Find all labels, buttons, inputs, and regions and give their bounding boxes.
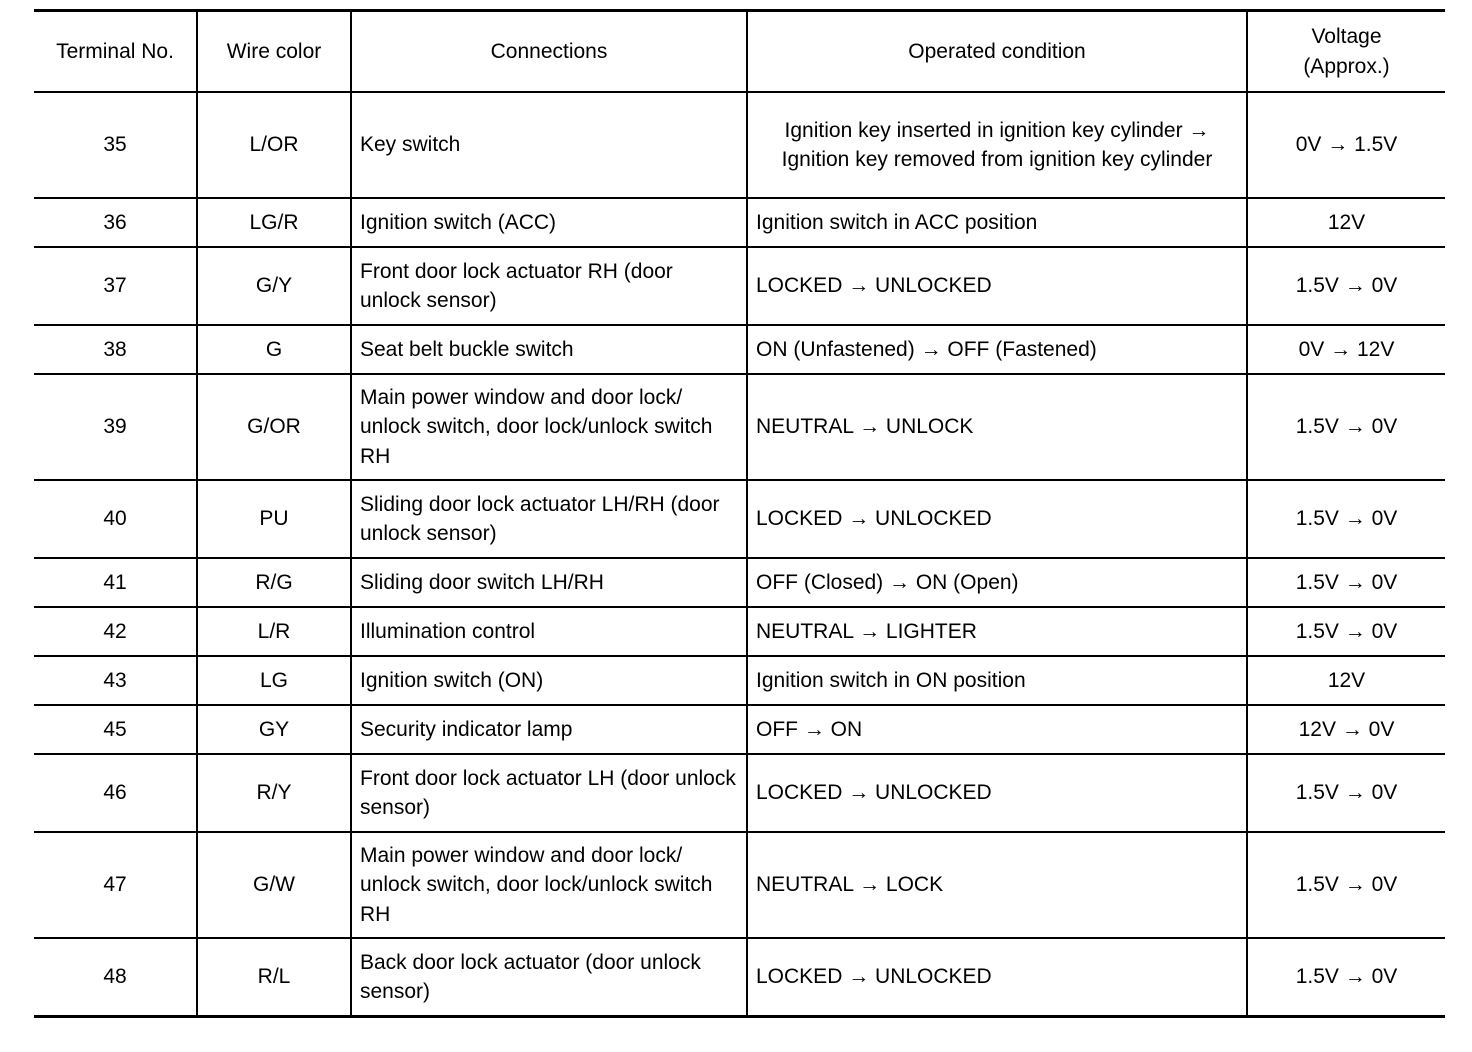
condition-cell: ON (Unfastened) → OFF (Fastened) xyxy=(747,325,1247,374)
wire-color-cell: G/Y xyxy=(197,247,351,325)
condition-cell: LOCKED → UNLOCKED xyxy=(747,754,1247,832)
header-wire-color: Wire color xyxy=(197,11,351,93)
table-row xyxy=(34,325,1445,374)
table-row xyxy=(34,754,1445,832)
voltage-cell: 1.5V → 0V xyxy=(1247,754,1445,832)
terminal-cell: 42 xyxy=(103,619,127,643)
connection-cell: Main power window and door lock/ unlock switch, door lock/unlock switch RH xyxy=(351,832,747,938)
condition-cell: Ignition switch in ON position xyxy=(747,656,1247,705)
header-voltage xyxy=(1247,11,1445,93)
terminal-cell: 36 xyxy=(103,210,127,234)
voltage-cell: 12V xyxy=(1247,198,1445,247)
voltage-cell: 12V xyxy=(1247,656,1445,705)
condition-cell: LOCKED → UNLOCKED xyxy=(747,938,1247,1017)
voltage-cell: 1.5V → 0V xyxy=(1247,374,1445,480)
connection-cell: Key switch xyxy=(351,92,747,198)
wire-color-cell: R/L xyxy=(197,938,351,1017)
condition-cell: OFF → ON xyxy=(747,705,1247,754)
voltage-cell: 0V → 12V xyxy=(1247,325,1445,374)
wire-color-cell: G xyxy=(197,325,351,374)
connection-cell: Front door lock actuator RH (door unlock sensor) xyxy=(351,247,747,325)
wire-color-cell: L/OR xyxy=(197,92,351,198)
terminal-cell: 46 xyxy=(103,781,127,805)
connection-cell: Illumination control xyxy=(351,607,747,656)
connection-cell: Ignition switch (ACC) xyxy=(351,198,747,247)
voltage-cell: 12V → 0V xyxy=(1247,705,1445,754)
condition-cell: Ignition key inserted in ignition key cylinder → Ignition key removed from ignition key cylinder xyxy=(747,92,1247,198)
table-row xyxy=(34,247,1445,325)
condition-cell: OFF (Closed) → ON (Open) xyxy=(747,558,1247,607)
table-row xyxy=(34,938,1445,1017)
table-row xyxy=(34,656,1445,705)
table-header-row xyxy=(34,11,1445,93)
condition-cell: NEUTRAL → LIGHTER xyxy=(747,607,1247,656)
terminal-cell: 39 xyxy=(103,415,127,439)
terminal-cell: 38 xyxy=(103,337,127,361)
table-row xyxy=(34,374,1445,480)
table-row xyxy=(34,607,1445,656)
wire-color-cell: L/R xyxy=(197,607,351,656)
terminal-cell: 37 xyxy=(103,274,127,298)
condition-cell: NEUTRAL → LOCK xyxy=(747,832,1247,938)
condition-cell: LOCKED → UNLOCKED xyxy=(747,247,1247,325)
wire-color-cell: G/W xyxy=(197,832,351,938)
voltage-cell: 1.5V → 0V xyxy=(1247,832,1445,938)
wire-color-cell: PU xyxy=(197,480,351,558)
table-row xyxy=(34,92,1445,198)
connection-cell: Sliding door lock actuator LH/RH (door unlock sensor) xyxy=(351,480,747,558)
terminal-cell: 47 xyxy=(103,873,127,897)
table-row xyxy=(34,832,1445,938)
table-row xyxy=(34,558,1445,607)
voltage-cell: 1.5V → 0V xyxy=(1247,558,1445,607)
connection-cell: Back door lock actuator (door unlock sensor) xyxy=(351,938,747,1017)
terminal-cell: 35 xyxy=(103,133,127,157)
voltage-cell: 1.5V → 0V xyxy=(1247,247,1445,325)
terminal-cell: 45 xyxy=(103,717,127,741)
connection-cell: Main power window and door lock/ unlock switch, door lock/unlock switch RH xyxy=(351,374,747,480)
terminal-cell: 41 xyxy=(103,570,127,594)
voltage-cell: 1.5V → 0V xyxy=(1247,480,1445,558)
condition-cell: NEUTRAL → UNLOCK xyxy=(747,374,1247,480)
table-row xyxy=(34,198,1445,247)
table-row xyxy=(34,705,1445,754)
connection-cell: Seat belt buckle switch xyxy=(351,325,747,374)
condition-cell: LOCKED → UNLOCKED xyxy=(747,480,1247,558)
terminal-cell: 48 xyxy=(103,965,127,989)
wire-color-cell: GY xyxy=(197,705,351,754)
wire-color-cell: G/OR xyxy=(197,374,351,480)
connection-cell: Ignition switch (ON) xyxy=(351,656,747,705)
voltage-cell: 0V → 1.5V xyxy=(1247,92,1445,198)
connection-cell: Sliding door switch LH/RH xyxy=(351,558,747,607)
wire-color-cell: R/Y xyxy=(197,754,351,832)
header-terminal-no: Terminal No. xyxy=(56,39,174,63)
wire-color-cell: LG/R xyxy=(197,198,351,247)
voltage-cell: 1.5V → 0V xyxy=(1247,938,1445,1017)
terminal-cell: 40 xyxy=(103,507,127,531)
header-connections: Connections xyxy=(351,11,747,93)
header-operated-condition: Operated condition xyxy=(747,11,1247,93)
connection-cell: Security indicator lamp xyxy=(351,705,747,754)
connection-cell: Front door lock actuator LH (door unlock sensor) xyxy=(351,754,747,832)
terminal-spec-table xyxy=(34,9,1445,1018)
table-row xyxy=(34,480,1445,558)
condition-cell: Ignition switch in ACC position xyxy=(747,198,1247,247)
header-voltage-line2: (Approx.) xyxy=(1303,54,1390,78)
wire-color-cell: R/G xyxy=(197,558,351,607)
voltage-cell: 1.5V → 0V xyxy=(1247,607,1445,656)
wire-color-cell: LG xyxy=(197,656,351,705)
terminal-cell: 43 xyxy=(103,668,127,692)
header-voltage-line1: Voltage xyxy=(1311,25,1382,48)
